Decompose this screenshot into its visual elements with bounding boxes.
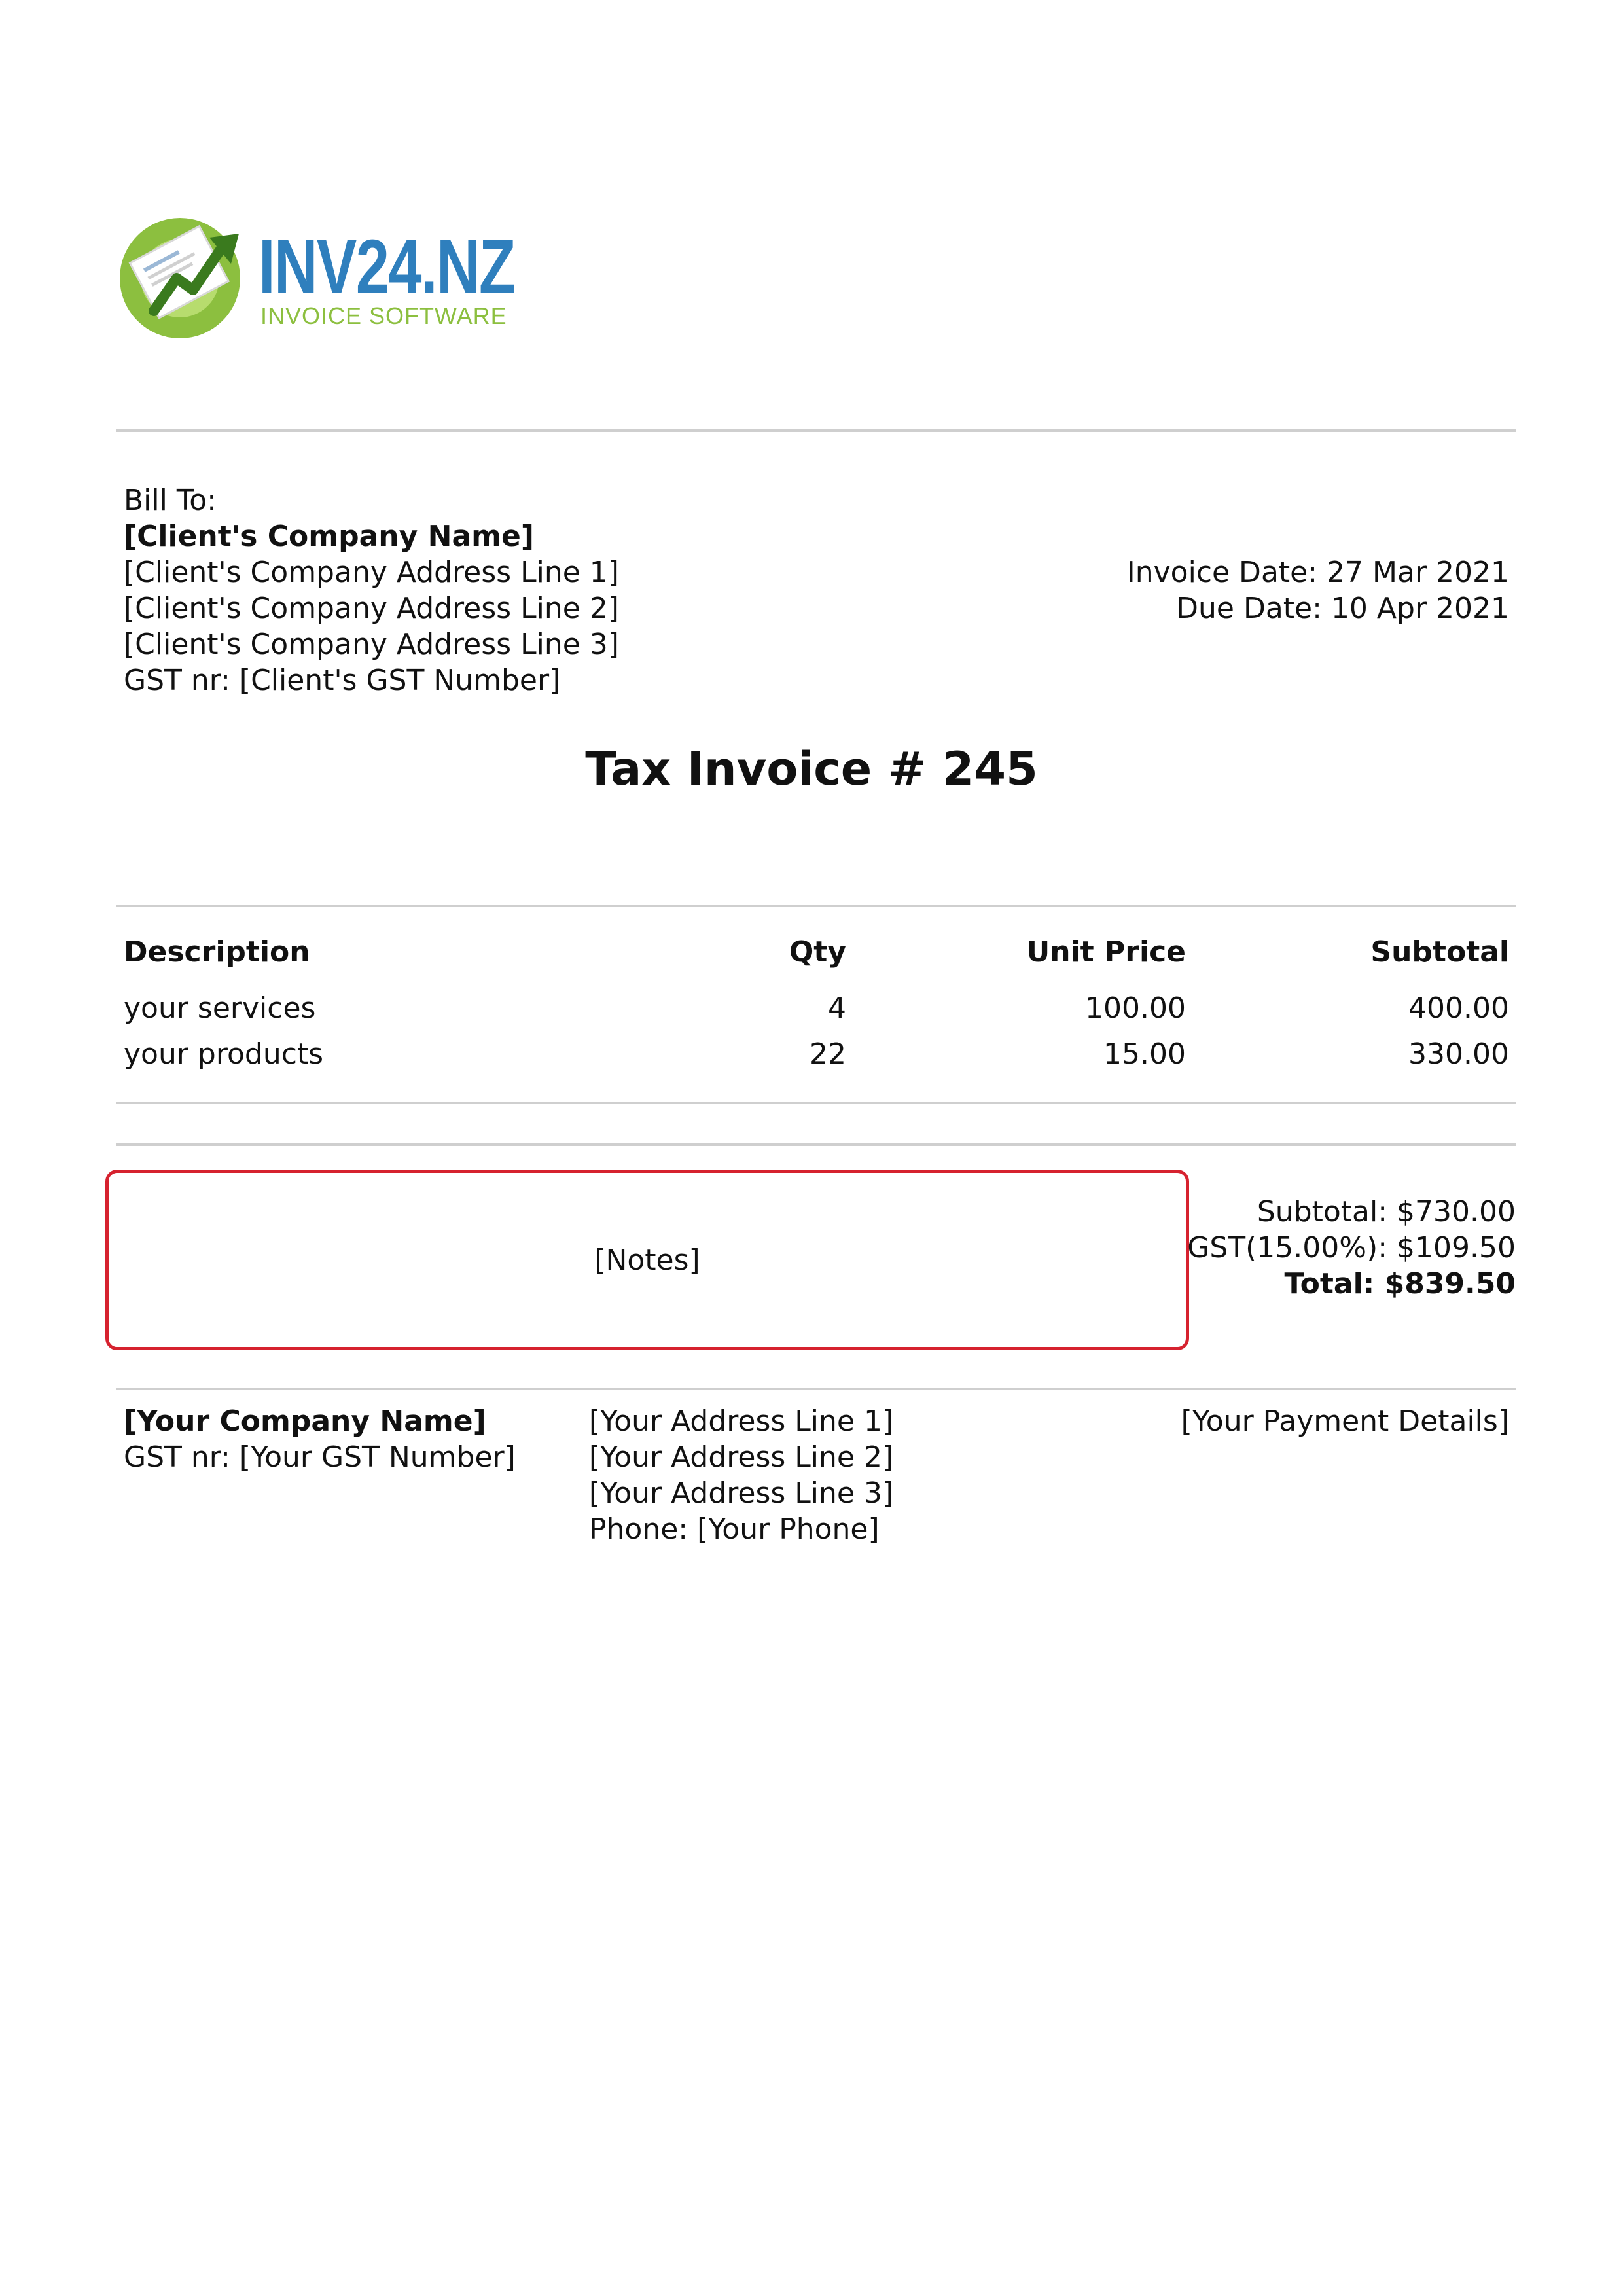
footer-company-block <box>124 1403 516 1475</box>
bill-to-label: Bill To: <box>124 484 217 517</box>
row-description: your products <box>124 1037 324 1071</box>
row-qty: 4 <box>828 992 846 1025</box>
client-address-line-2: [Client's Company Address Line 2] <box>124 592 619 625</box>
footer-payment-block <box>1181 1403 1509 1439</box>
table-bottom-divider <box>116 1102 1516 1104</box>
client-address-line-3: [Client's Company Address Line 3] <box>124 628 619 661</box>
row-unit-price: 15.00 <box>1103 1037 1186 1071</box>
header-description: Description <box>124 935 310 969</box>
logo-tagline: INVOICE SOFTWARE <box>260 302 507 329</box>
your-address-line-1: [Your Address Line 1] <box>589 1405 894 1438</box>
row-unit-price: 100.00 <box>1085 992 1186 1025</box>
row-description: your services <box>124 992 316 1025</box>
footer-address-block <box>589 1403 893 1547</box>
notes-text: [Notes] <box>594 1243 700 1277</box>
totals-gst: GST(15.00%): $109.50 <box>1187 1231 1516 1265</box>
your-address-line-3: [Your Address Line 3] <box>589 1477 894 1510</box>
footer-divider <box>116 1388 1516 1390</box>
due-date: Due Date: 10 Apr 2021 <box>1176 592 1509 625</box>
client-address-line-1: [Client's Company Address Line 1] <box>124 556 619 589</box>
header-subtotal: Subtotal <box>1370 935 1509 969</box>
totals-subtotal: Subtotal: $730.00 <box>1257 1195 1516 1229</box>
client-company-name: [Client's Company Name] <box>124 520 534 553</box>
row-subtotal: 400.00 <box>1408 992 1509 1025</box>
notes-box[interactable] <box>105 1170 1189 1350</box>
header-unit-price: Unit Price <box>1026 935 1186 969</box>
invoice-title: Tax Invoice # 245 <box>585 742 1038 796</box>
your-phone: Phone: [Your Phone] <box>589 1513 880 1546</box>
bill-to-block <box>124 482 619 698</box>
client-gst-number: GST nr: [Client's GST Number] <box>124 664 561 697</box>
row-qty: 22 <box>810 1037 846 1071</box>
header-divider <box>116 429 1516 432</box>
table-top-divider <box>116 905 1516 907</box>
totals-divider <box>116 1143 1516 1146</box>
totals-total: Total: $839.50 <box>1284 1267 1516 1300</box>
logo-emblem-icon <box>115 206 252 344</box>
invoice-dates <box>1127 554 1509 626</box>
header-qty: Qty <box>789 935 846 969</box>
your-address-line-2: [Your Address Line 2] <box>589 1441 894 1474</box>
invoice-date: Invoice Date: 27 Mar 2021 <box>1126 556 1509 589</box>
your-company-name: [Your Company Name] <box>124 1405 486 1438</box>
totals-block <box>1187 1194 1516 1302</box>
your-gst-number: GST nr: [Your GST Number] <box>124 1441 516 1474</box>
logo-brand-text: INV24.NZ <box>259 224 515 310</box>
row-subtotal: 330.00 <box>1408 1037 1509 1071</box>
your-payment-details: [Your Payment Details] <box>1181 1405 1509 1438</box>
